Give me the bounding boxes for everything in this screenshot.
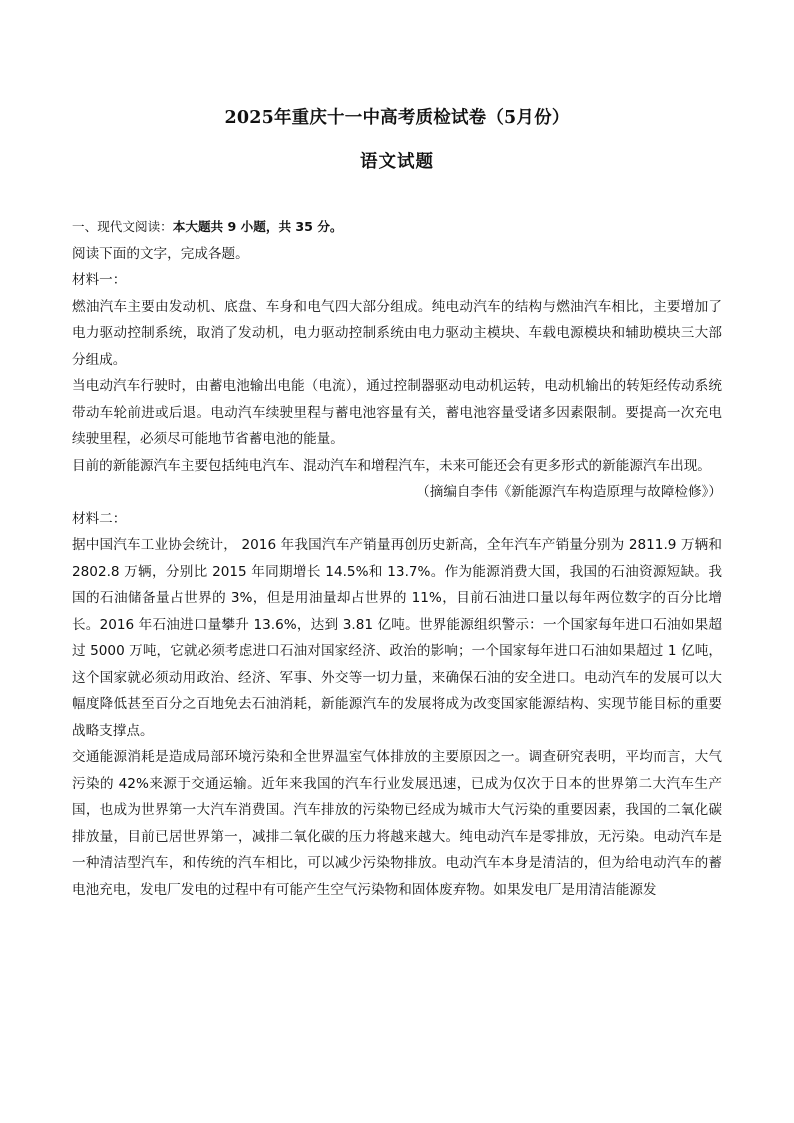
material1-label: 材料一： [72,272,127,288]
material1-paragraph: 目前的新能源汽车主要包括纯电汽车、混动汽车和增程汽车，未来可能还会有更多形式的新能源汽车出现。 [72,457,711,474]
material1-source: （摘编自李伟《新能源汽车构造原理与故障检修》） [416,484,722,500]
exam-subtitle: 语文试题 [360,152,434,172]
instruction-text: 阅读下面的文字，完成各题。 [72,245,249,262]
material2-label: 材料二： [72,510,127,527]
section-heading [72,214,722,241]
section-description: 本大题共 9 小题，共 35 分。 [172,219,343,234]
material2-paragraph: 据中国汽车工业协会统计， 2016 年我国汽车产销量再创历史新高，全年汽车产销量分别为 2811.9 万辆和 2802.8 万辆，分别比 2015 年同期增长 14.5%和 13.7%。作为能源消费大国，我国的石油资源短缺。我国的石油储备量占世界的 3%，但是用油量却占世界的 11%，目前石油进口量以每年两位数字的百分比增长。2016 年石油进口量攀升 13.6%，达到 3.81 亿吨。世界能源组织警示：一个国家每年进口石油如果超过 5000 万吨，它就必须考虑进口石油对国家经济、政治的影响；一个国家每年进口石油如果超过 1 亿吨，这个国家就必须动用政治、经济、军事、外交等一切力量，来确保石油的安全进口。电动汽车的发展可以大幅度降低甚至百分之百地免去石油消耗，新能源汽车的发展将成为改变国家能源结构、实现节能目标的重要战略支撑点。 [72,537,722,739]
exam-title: 2025年重庆十一中高考质检试卷（5月份） [224,108,570,128]
reading-content [72,214,722,903]
material1-paragraph: 当电动汽车行驶时，由蓄电池输出电能（电流），通过控制器驱动电动机运转，电动机输出的转矩经传动系统带动车轮前进或后退。电动汽车续驶里程与蓄电池容量有关，蓄电池容量受诸多因素限制。要提高一次充电续驶里程，必须尽可能地节省蓄电池的能量。 [72,378,722,447]
section-prefix: 一、现代文阅读： [72,219,173,234]
material2-paragraph: 交通能源消耗是造成局部环境污染和全世界温室气体排放的主要原因之一。调查研究表明，平均而言，大气污染的 42%来源于交通运输。近年来我国的汽车行业发展迅速，已成为仅次于日本的世界第二大汽车生产国，也成为世界第一大汽车消费国。汽车排放的污染物已经成为城市大气污染的重要因素，我国的二氧化碳排放量，目前已居世界第一，减排二氧化碳的压力将越来越大。纯电动汽车是零排放，无污染。电动汽车是一种清洁型汽车，和传统的汽车相比，可以减少污染物排放。电动汽车本身是清洁的，但为给电动汽车的蓄电池充电，发电厂发电的过程中有可能产生空气污染物和固体废弃物。如果发电厂是用清洁能源发 [72,749,722,898]
material1-paragraph: 燃油汽车主要由发动机、底盘、车身和电气四大部分组成。纯电动汽车的结构与燃油汽车相比，主要增加了电力驱动控制系统，取消了发动机，电力驱动控制系统由电力驱动主模块、车载电源模块和辅助模块三大部分组成。 [72,298,722,368]
